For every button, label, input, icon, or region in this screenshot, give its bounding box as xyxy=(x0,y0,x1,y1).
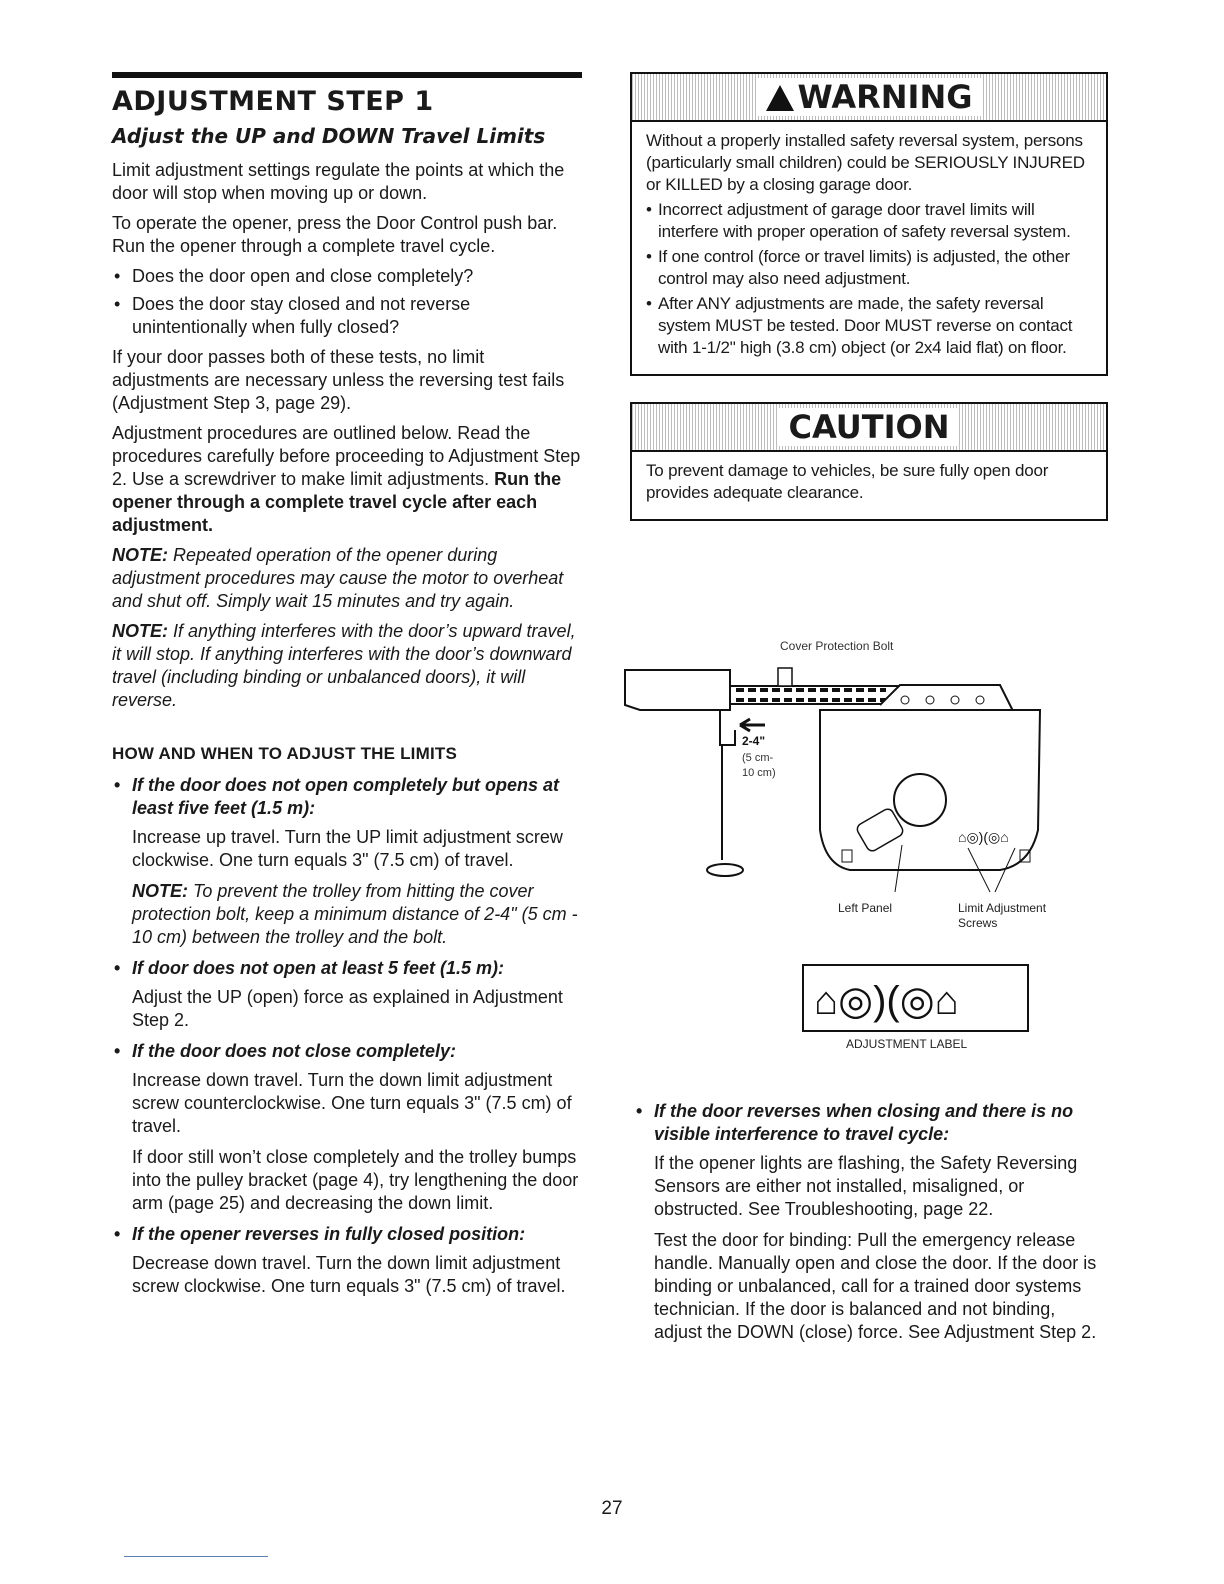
condition-not-open-5-feet xyxy=(112,957,582,1032)
condition-text: If the opener lights are flashing, the Safety Reversing Sensors are either not installed, misaligned, or obstructed. See Troubleshooting, page 22. xyxy=(654,1153,1078,1219)
intro-paragraph: Limit adjustment settings regulate the points at which the door will stop when moving up or down. xyxy=(112,160,565,203)
condition-heading: • If the door does not open completely but opens at least five feet (1.5 m): xyxy=(132,774,582,820)
adjustment-screws-icon: ⌂◎)(◎⌂ xyxy=(958,829,1009,845)
distance-arrow-icon xyxy=(740,719,765,731)
left-column xyxy=(112,72,582,1306)
list-item: • Does the door stay closed and not reverse unintentionally when fully closed? xyxy=(112,293,582,339)
operate-paragraph: To operate the opener, press the Door Control push bar. Run the opener through a complete travel cycle. xyxy=(112,213,558,256)
right-column xyxy=(630,72,1108,547)
right-lower-column xyxy=(634,1100,1104,1352)
note-text: To prevent the trolley from hitting the cover protection bolt, keep a minimum distance of 2-4" (5 cm - 10 cm) between the trolley and the bolt. xyxy=(132,881,578,947)
condition-reverses-closing xyxy=(634,1100,1104,1344)
procedure-bold: Run the opener through a complete travel cycle after each adjustment. xyxy=(112,469,562,535)
warning-intro: Without a properly installed safety reversal system, persons (particularly small children) could be SERIOUSLY INJURED or KILLED by a closing garage door. xyxy=(646,131,1085,194)
list-item: • Incorrect adjustment of garage door travel limits will interfere with proper operation of safety reversal system. xyxy=(646,199,1090,243)
condition-text: If door still won’t close completely and the trolley bumps into the pulley bracket (page 4), try lengthening the door arm (page 25) and decreasing the down limit. xyxy=(132,1147,579,1213)
footer-line xyxy=(124,1556,268,1557)
condition-heading: • If door does not open at least 5 feet (1.5 m): xyxy=(132,957,582,980)
warning-body xyxy=(632,122,1106,374)
list-item: • If one control (force or travel limits) is adjusted, the other control may also need adjustment. xyxy=(646,246,1090,290)
step-title: ADJUSTMENT STEP 1 xyxy=(112,86,434,117)
caution-header xyxy=(632,404,1106,452)
header-bracket xyxy=(625,670,730,710)
warning-box xyxy=(630,72,1108,376)
label-distance-cm: (5 cm- xyxy=(742,752,774,764)
caution-title: CAUTION xyxy=(779,408,960,446)
note-label: NOTE: xyxy=(132,881,188,901)
condition-text: Increase up travel. Turn the UP limit adjustment screw clockwise. One turn equals 3" (7.5 cm) of travel. xyxy=(132,827,563,870)
step-subtitle: Adjust the UP and DOWN Travel Limits xyxy=(112,124,546,148)
warning-header xyxy=(632,74,1106,122)
warning-title: WARNING xyxy=(797,78,973,116)
pass-paragraph: If your door passes both of these tests, no limit adjustments are necessary unless the reversing test fails (Adjustment Step 3, page 29). xyxy=(112,347,565,413)
section-heading: HOW AND WHEN TO ADJUST THE LIMITS xyxy=(112,744,458,763)
note-text: Repeated operation of the opener during adjustment procedures may cause the motor to overheat and shut off. Simply wait 15 minutes and try again. xyxy=(112,545,564,611)
warning-triangle-icon xyxy=(766,85,794,111)
label-cover-bolt: Cover Protection Bolt xyxy=(780,639,894,653)
label-distance: 2-4" xyxy=(742,734,766,748)
release-handle-icon xyxy=(707,864,743,876)
condition-note xyxy=(132,880,582,949)
note-text: If anything interferes with the door’s upward travel, it will stop. If anything interferes with the door’s downward travel (including binding or unbalanced doors), it will reverse. xyxy=(112,621,576,710)
note-label: NOTE: xyxy=(112,621,168,641)
condition-text: Increase down travel. Turn the down limit adjustment screw counterclockwise. One turn equals 3" (7.5 cm) of travel. xyxy=(132,1070,572,1136)
opener-diagram xyxy=(620,630,1120,1070)
note-overheat xyxy=(112,544,582,613)
caution-body xyxy=(632,452,1106,519)
warning-list xyxy=(646,199,1090,359)
label-left-panel: Left Panel xyxy=(838,901,893,915)
condition-not-close-completely xyxy=(112,1040,582,1215)
caution-text: To prevent damage to vehicles, be sure fully open door provides adequate clearance. xyxy=(646,461,1049,502)
label-limit-adjustment: Limit Adjustment xyxy=(958,901,1047,915)
procedure-text: Adjustment procedures are outlined below. Read the procedures carefully before proceeding to Adjustment Step 2. Use a screwdriver to make limit adjustments. xyxy=(112,423,581,489)
page-number: 27 xyxy=(601,1498,623,1519)
condition-heading: • If the opener reverses in fully closed position: xyxy=(132,1223,582,1246)
caution-box xyxy=(630,402,1108,521)
condition-heading: • If the door reverses when closing and there is no visible interference to travel cycle: xyxy=(654,1100,1104,1146)
list-item: • Does the door open and close completely? xyxy=(112,265,582,288)
cover-bolt xyxy=(778,668,792,686)
label-screws: Screws xyxy=(958,916,998,930)
test-bullets xyxy=(112,265,582,339)
adjustment-label-icon: ⌂◎)(◎⌂ xyxy=(814,979,959,1023)
top-rule xyxy=(112,72,582,78)
condition-text: Decrease down travel. Turn the down limit adjustment screw clockwise. One turn equals 3" (7.5 cm) of travel. xyxy=(132,1253,566,1296)
condition-text: Test the door for binding: Pull the emergency release handle. Manually open and close the door. If the door is binding or unbalanced, call for a trained door systems technician. If the door is balanced and not binding, adjust the DOWN (close) force. See Adjustment Step 2. xyxy=(654,1230,1097,1342)
condition-text: Adjust the UP (open) force as explained in Adjustment Step 2. xyxy=(132,987,563,1030)
procedure-paragraph xyxy=(112,422,582,537)
label-adjustment: ADJUSTMENT LABEL xyxy=(846,1037,968,1051)
motor-unit xyxy=(820,710,1040,870)
condition-heading: • If the door does not close completely: xyxy=(132,1040,582,1063)
note-interference xyxy=(112,620,582,712)
note-label: NOTE: xyxy=(112,545,168,565)
list-item: • After ANY adjustments are made, the safety reversal system MUST be tested. Door MUST reverse on contact with 1-1/2" high (3.8 cm) object (or 2x4 laid flat) on floor. xyxy=(646,293,1090,359)
condition-reverses-closed xyxy=(112,1223,582,1298)
label-distance-cm2: 10 cm) xyxy=(742,767,776,779)
condition-not-open-completely xyxy=(112,774,582,949)
trolley xyxy=(720,710,735,745)
